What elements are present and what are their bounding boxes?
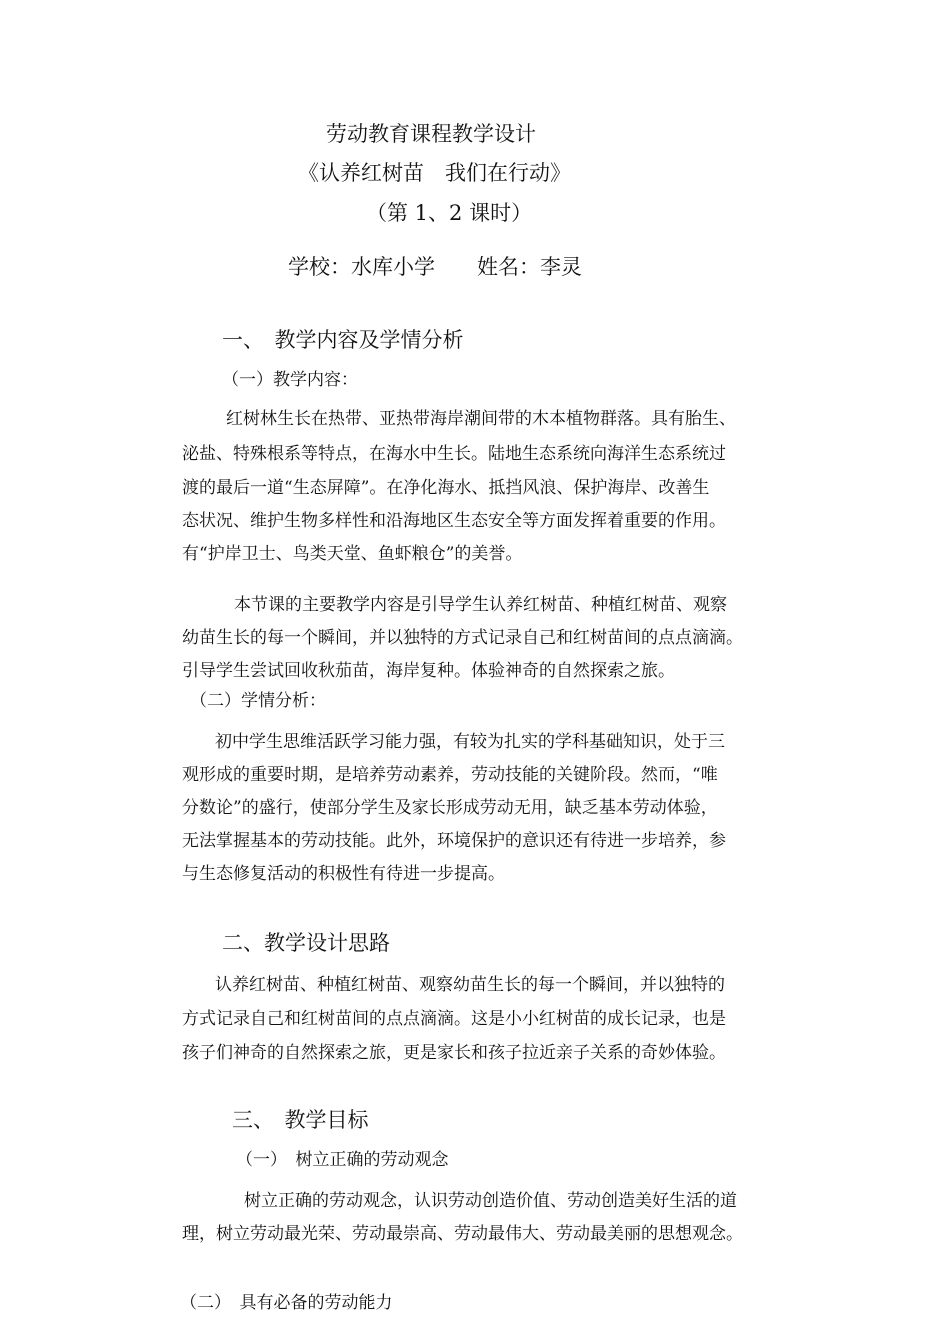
paragraph-line: 与生态修复活动的积极性有待进一步提高。 <box>182 864 505 884</box>
paragraph-line: 理，树立劳动最光荣、劳动最崇高、劳动最伟大、劳动最美丽的思想观念。 <box>182 1224 743 1244</box>
paragraph-line: 渡的最后一道“生态屏障”。在净化海水、抵挡风浪、保护海岸、改善生 <box>182 478 710 498</box>
paragraph-line: 本节课的主要教学内容是引导学生认养红树苗、种植红树苗、观察 <box>234 595 727 615</box>
paragraph-line: 观形成的重要时期，是培养劳动素养，劳动技能的关键阶段。然而，“唯 <box>182 765 718 785</box>
paragraph-line: 树立正确的劳动观念，认识劳动创造价值、劳动创造美好生活的道 <box>244 1191 737 1211</box>
section-1-1-heading: （一）教学内容： <box>222 370 358 390</box>
paragraph-line: 分数论”的盛行，使部分学生及家长形成劳动无用，缺乏基本劳动体验， <box>182 798 718 818</box>
paragraph-line: 态状况、维护生物多样性和沿海地区生态安全等方面发挥着重要的作用。 <box>182 511 726 531</box>
section-3-heading: 三、 教学目标 <box>232 1108 369 1132</box>
paragraph-line: 红树林生长在热带、亚热带海岸潮间带的木本植物群落。具有胎生、 <box>226 409 736 429</box>
course-subtitle: 《认养红树苗 我们在行动》 <box>298 161 571 185</box>
paragraph-line: 初中学生思维活跃学习能力强，有较为扎实的学科基础知识，处于三 <box>215 732 725 752</box>
paragraph-line: 方式记录自己和红树苗间的点点滴滴。这是小小红树苗的成长记录，也是 <box>182 1009 726 1029</box>
section-3-2-heading: （二） 具有必备的劳动能力 <box>180 1293 393 1313</box>
paragraph-line: 泌盐、特殊根系等特点，在海水中生长。陆地生态系统向海洋生态系统过 <box>182 444 726 464</box>
paragraph-line: 认养红树苗、种植红树苗、观察幼苗生长的每一个瞬间，并以独特的 <box>215 975 725 995</box>
paragraph-line: 孩子们神奇的自然探索之旅，更是家长和孩子拉近亲子关系的奇妙体验。 <box>182 1043 726 1063</box>
section-1-heading: 一、 教学内容及学情分析 <box>222 328 464 352</box>
section-2-heading: 二、教学设计思路 <box>222 931 390 955</box>
paragraph-line: 无法掌握基本的劳动技能。此外，环境保护的意识还有待进一步培养，参 <box>182 831 726 851</box>
paragraph-line: 引导学生尝试回收秋茄苗，海岸复种。体验神奇的自然探索之旅。 <box>182 661 675 681</box>
school-author-line: 学校：水库小学 姓名：李灵 <box>288 255 582 279</box>
document-title: 劳动教育课程教学设计 <box>326 122 536 146</box>
section-1-2-heading: （二）学情分析： <box>190 691 326 711</box>
lesson-period: （第 1、2 课时） <box>366 201 533 225</box>
paragraph-line: 有“护岸卫士、鸟类天堂、鱼虾粮仓”的美誉。 <box>182 544 523 564</box>
section-3-1-heading: （一） 树立正确的劳动观念 <box>236 1150 449 1170</box>
paragraph-line: 幼苗生长的每一个瞬间，并以独特的方式记录自己和红树苗间的点点滴滴。 <box>182 628 743 648</box>
